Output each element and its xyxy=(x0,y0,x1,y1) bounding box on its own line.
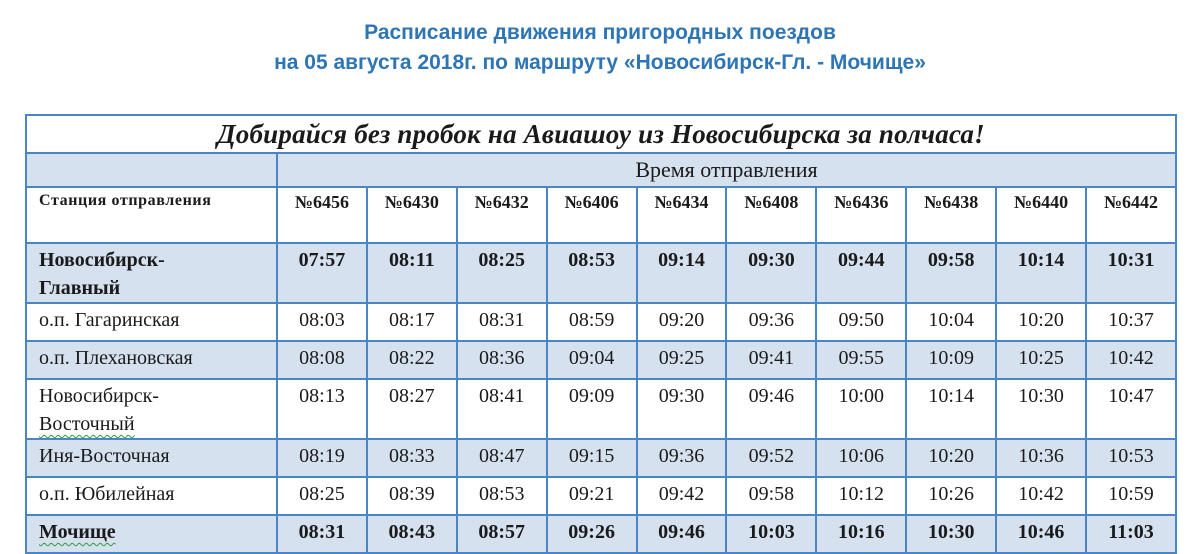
departure-time-cell: 08:59 xyxy=(547,303,637,341)
departure-time-cell: 08:36 xyxy=(457,341,547,379)
departure-time-cell: 10:42 xyxy=(1086,341,1176,379)
departure-time-cell: 10:00 xyxy=(816,379,906,439)
departure-time-cell: 10:46 xyxy=(996,515,1086,553)
departure-time-cell: 08:19 xyxy=(277,439,367,477)
departure-time-cell: 09:58 xyxy=(726,477,816,515)
empty-corner-cell xyxy=(26,153,277,187)
station-name-cell: Иня-Восточная xyxy=(26,439,277,477)
departure-time-cell: 08:11 xyxy=(367,243,457,303)
departure-time-cell: 08:13 xyxy=(277,379,367,439)
departure-time-cell: 08:08 xyxy=(277,341,367,379)
departure-time-cell: 09:50 xyxy=(816,303,906,341)
table-row xyxy=(26,341,1176,379)
station-name-line: Новосибирск- xyxy=(39,385,159,407)
banner-row xyxy=(26,115,1176,153)
departure-time-cell: 10:09 xyxy=(906,341,996,379)
departure-time-cell: 09:42 xyxy=(637,477,727,515)
train-number-header: №6442 xyxy=(1086,187,1176,243)
station-name-cell: о.п. Юбилейная xyxy=(26,477,277,515)
departure-time-cell: 10:37 xyxy=(1086,303,1176,341)
departure-time-cell: 09:36 xyxy=(637,439,727,477)
departure-time-cell: 09:09 xyxy=(547,379,637,439)
departure-time-cell: 08:31 xyxy=(457,303,547,341)
departure-time-cell: 10:47 xyxy=(1086,379,1176,439)
departure-time-cell: 08:22 xyxy=(367,341,457,379)
departure-time-cell: 10:14 xyxy=(996,243,1086,303)
departure-time-cell: 10:20 xyxy=(906,439,996,477)
table-row xyxy=(26,477,1176,515)
departure-time-cell: 09:46 xyxy=(637,515,727,553)
station-name-cell xyxy=(26,379,277,439)
departure-time-cell: 08:27 xyxy=(367,379,457,439)
departure-time-cell: 10:20 xyxy=(996,303,1086,341)
train-number-header: №6406 xyxy=(547,187,637,243)
departure-time-cell: 10:03 xyxy=(726,515,816,553)
departure-time-cell: 10:30 xyxy=(996,379,1086,439)
departure-time-cell: 08:03 xyxy=(277,303,367,341)
departure-time-cell: 09:58 xyxy=(906,243,996,303)
banner-text: Добирайся без пробок на Авиашоу из Новосибирска за полчаса! xyxy=(26,115,1176,153)
departure-time-cell: 09:20 xyxy=(637,303,727,341)
departure-time-cell: 08:43 xyxy=(367,515,457,553)
departure-time-cell: 10:25 xyxy=(996,341,1086,379)
departure-time-cell: 08:31 xyxy=(277,515,367,553)
station-name-line: Восточный xyxy=(39,413,135,435)
train-number-header: №6456 xyxy=(277,187,367,243)
station-column-header: Станция отправления xyxy=(26,187,277,243)
train-number-header: №6440 xyxy=(996,187,1086,243)
train-number-header: №6430 xyxy=(367,187,457,243)
departure-time-cell: 09:55 xyxy=(816,341,906,379)
departure-time-cell: 10:36 xyxy=(996,439,1086,477)
departure-time-cell: 09:26 xyxy=(547,515,637,553)
departure-time-cell: 10:16 xyxy=(816,515,906,553)
train-number-header: №6408 xyxy=(726,187,816,243)
table-row xyxy=(26,515,1176,553)
departure-time-cell: 08:53 xyxy=(547,243,637,303)
departure-time-cell: 08:25 xyxy=(457,243,547,303)
departure-time-header: Время отправления xyxy=(277,153,1176,187)
document-header xyxy=(0,18,1200,78)
departure-time-cell: 09:25 xyxy=(637,341,727,379)
departure-time-cell: 10:42 xyxy=(996,477,1086,515)
departure-time-cell: 10:53 xyxy=(1086,439,1176,477)
table-row xyxy=(26,379,1176,439)
departure-time-cell: 08:39 xyxy=(367,477,457,515)
departure-time-cell: 10:04 xyxy=(906,303,996,341)
departure-time-cell: 10:14 xyxy=(906,379,996,439)
header-title-line-1: Расписание движения пригородных поездов xyxy=(364,21,836,44)
departure-time-cell: 10:59 xyxy=(1086,477,1176,515)
train-number-header: №6436 xyxy=(816,187,906,243)
departure-time-cell: 11:03 xyxy=(1086,515,1176,553)
departure-time-cell: 10:31 xyxy=(1086,243,1176,303)
departure-time-cell: 09:30 xyxy=(637,379,727,439)
departure-time-cell: 09:36 xyxy=(726,303,816,341)
departure-time-cell: 09:41 xyxy=(726,341,816,379)
timetable xyxy=(25,114,1177,554)
departure-time-cell: 08:17 xyxy=(367,303,457,341)
departure-time-cell: 10:26 xyxy=(906,477,996,515)
departure-time-cell: 09:21 xyxy=(547,477,637,515)
departure-time-cell: 10:12 xyxy=(816,477,906,515)
station-name-cell: о.п. Гагаринская xyxy=(26,303,277,341)
train-number-header: №6432 xyxy=(457,187,547,243)
table-row xyxy=(26,243,1176,303)
departure-time-cell: 08:33 xyxy=(367,439,457,477)
departure-time-cell: 10:30 xyxy=(906,515,996,553)
table-row xyxy=(26,303,1176,341)
table-row xyxy=(26,439,1176,477)
station-name-cell xyxy=(26,243,277,303)
station-name-line: Новосибирск- xyxy=(39,249,165,271)
departure-time-cell: 09:44 xyxy=(816,243,906,303)
departure-time-cell: 08:53 xyxy=(457,477,547,515)
departure-time-cell: 09:30 xyxy=(726,243,816,303)
departure-time-cell: 09:52 xyxy=(726,439,816,477)
station-name-cell: о.п. Плехановская xyxy=(26,341,277,379)
train-number-header: №6438 xyxy=(906,187,996,243)
departure-time-cell: 10:06 xyxy=(816,439,906,477)
departure-time-cell: 09:15 xyxy=(547,439,637,477)
station-name-line: Главный xyxy=(39,277,121,299)
header-title-line-2: на 05 августа 2018г. по маршруту «Новосибирск-Гл. - Мочище» xyxy=(274,51,926,74)
departure-time-cell: 08:25 xyxy=(277,477,367,515)
departure-time-cell: 08:57 xyxy=(457,515,547,553)
departure-time-cell: 09:14 xyxy=(637,243,727,303)
departure-time-cell: 09:04 xyxy=(547,341,637,379)
departure-time-cell: 08:41 xyxy=(457,379,547,439)
station-name-line: Мочище xyxy=(39,521,116,543)
departure-header-row xyxy=(26,153,1176,187)
departure-time-cell: 07:57 xyxy=(277,243,367,303)
station-name-cell xyxy=(26,515,277,553)
departure-time-cell: 09:46 xyxy=(726,379,816,439)
departure-time-cell: 08:47 xyxy=(457,439,547,477)
column-header-row xyxy=(26,187,1176,243)
train-number-header: №6434 xyxy=(637,187,727,243)
